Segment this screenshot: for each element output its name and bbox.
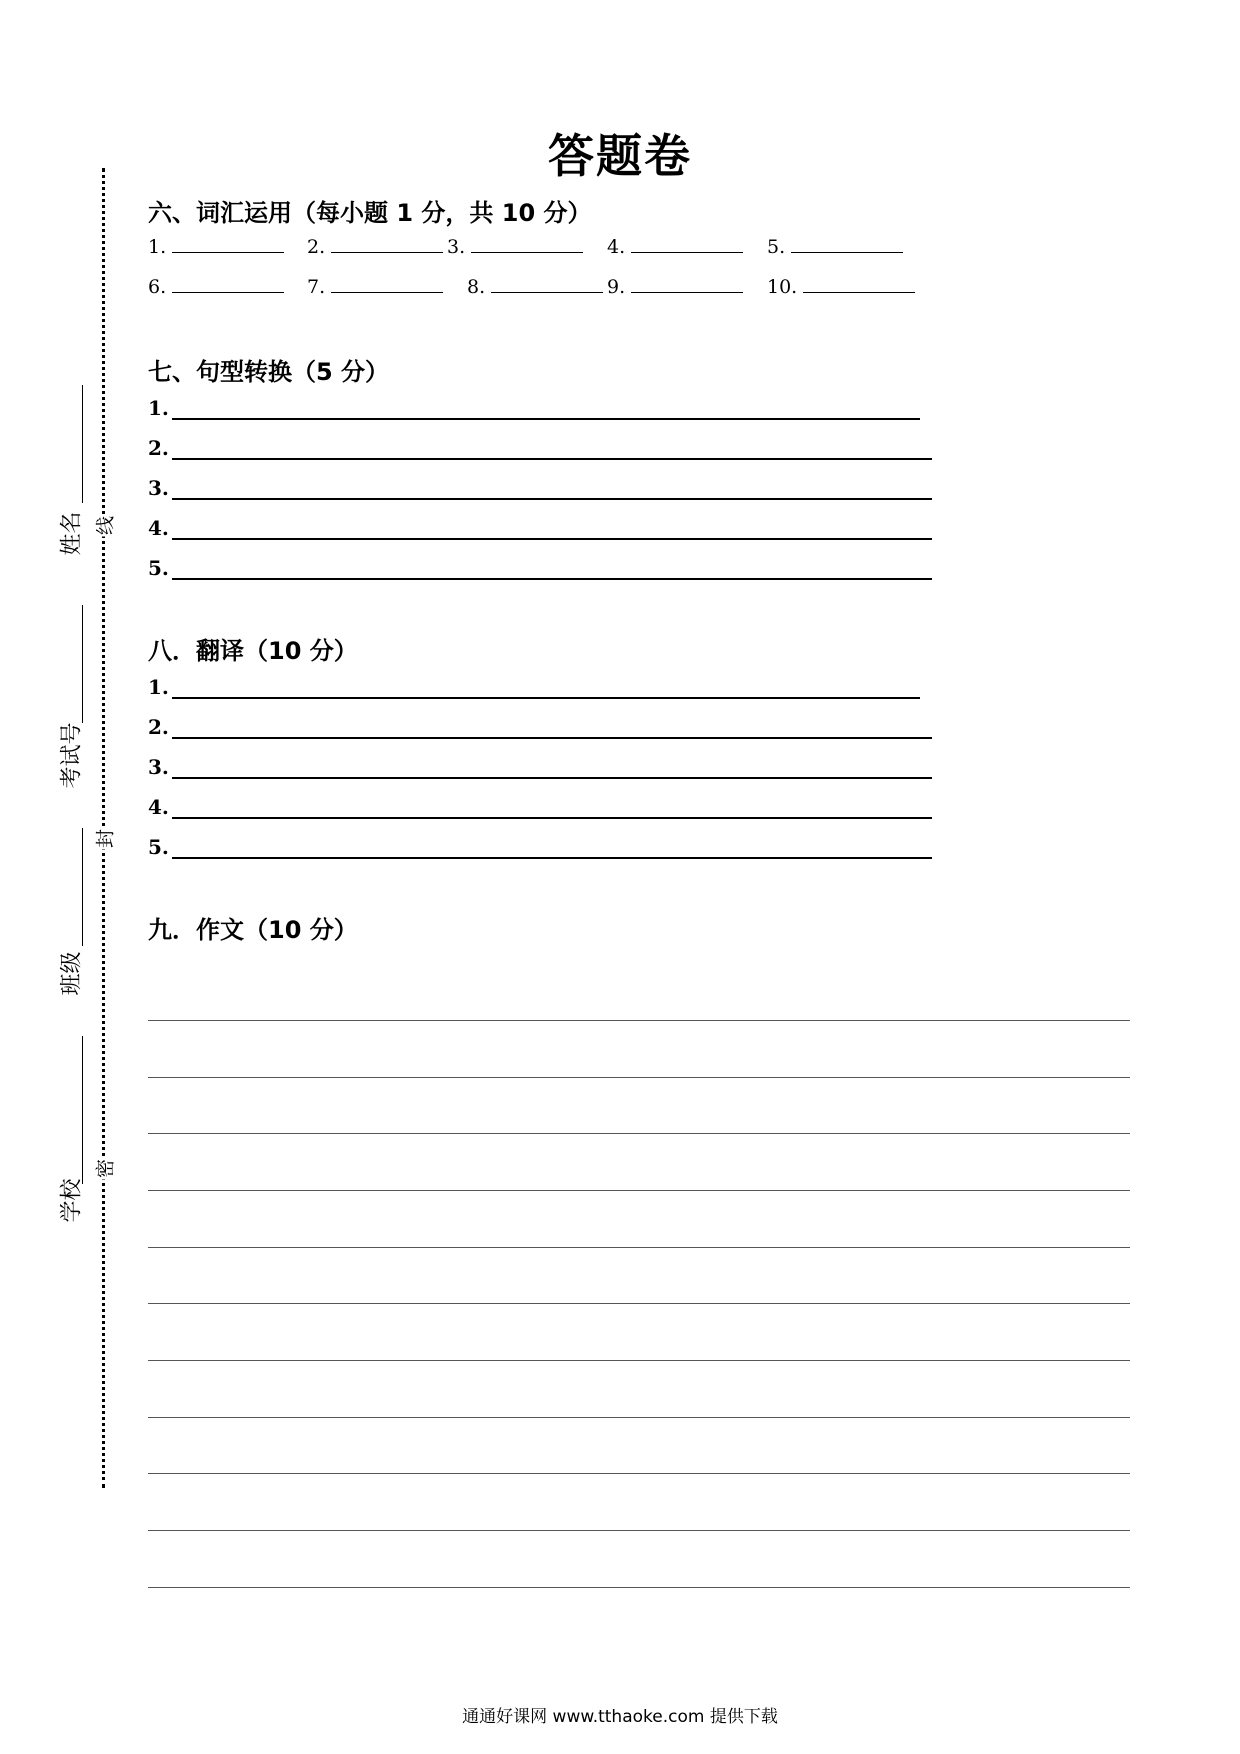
binding-mark-line: 线 <box>91 515 118 537</box>
translation-answer-row[interactable]: 2. <box>148 715 170 739</box>
sentence-answer-row[interactable]: 4. <box>148 516 170 540</box>
composition-line[interactable] <box>148 1417 1130 1418</box>
vocab-item[interactable]: 3. <box>447 236 583 258</box>
sentence-answer-row[interactable]: 5. <box>148 556 170 580</box>
composition-line[interactable] <box>148 1247 1130 1248</box>
section9-heading: 九．作文（10 分） <box>148 916 358 944</box>
vocab-item[interactable]: 4. <box>607 236 743 258</box>
class-field-line[interactable] <box>82 828 83 946</box>
composition-line[interactable] <box>148 1530 1130 1531</box>
vocab-item[interactable]: 7. <box>307 276 443 298</box>
sentence-answer-row[interactable]: 3. <box>148 476 170 500</box>
composition-line[interactable] <box>148 1587 1130 1588</box>
class-label: 班级 <box>59 951 85 996</box>
composition-line[interactable] <box>148 1360 1130 1361</box>
footer-text: 通通好课网 www.tthaoke.com 提供下载 <box>462 1707 778 1727</box>
section6-heading: 六、词汇运用（每小题 1 分，共 10 分） <box>148 199 592 227</box>
vocab-item[interactable]: 8. <box>467 276 603 298</box>
page-title: 答题卷 <box>548 129 692 183</box>
sentence-answer-row[interactable]: 1. <box>148 396 170 420</box>
section7-heading: 七、句型转换（5 分） <box>148 358 390 386</box>
composition-line[interactable] <box>148 1077 1130 1078</box>
composition-line[interactable] <box>148 1303 1130 1304</box>
composition-line[interactable] <box>148 1190 1130 1191</box>
composition-line[interactable] <box>148 1473 1130 1474</box>
vocab-item[interactable]: 9. <box>607 276 743 298</box>
vocab-item[interactable]: 5. <box>767 236 903 258</box>
school-label: 学校 <box>59 1178 85 1223</box>
exam-number-field-line[interactable] <box>82 605 83 723</box>
section8-heading: 八．翻译（10 分） <box>148 637 358 665</box>
translation-answer-row[interactable]: 3. <box>148 755 170 779</box>
vocab-item[interactable]: 2. <box>307 236 443 258</box>
vocab-item[interactable]: 6. <box>148 276 284 298</box>
name-field-line[interactable] <box>82 385 83 503</box>
vocab-item[interactable]: 10. <box>767 276 915 298</box>
binding-mark-secret: 密 <box>91 1158 118 1180</box>
binding-mark-seal: 封 <box>91 828 118 850</box>
translation-answer-row[interactable]: 1. <box>148 675 170 699</box>
composition-line[interactable] <box>148 1020 1130 1021</box>
translation-answer-row[interactable]: 4. <box>148 795 170 819</box>
name-label: 姓名 <box>59 511 85 556</box>
vocab-item[interactable]: 1. <box>148 236 284 258</box>
exam-number-label: 考试号 <box>59 722 85 789</box>
composition-line[interactable] <box>148 1133 1130 1134</box>
sentence-answer-row[interactable]: 2. <box>148 436 170 460</box>
translation-answer-row[interactable]: 5. <box>148 835 170 859</box>
